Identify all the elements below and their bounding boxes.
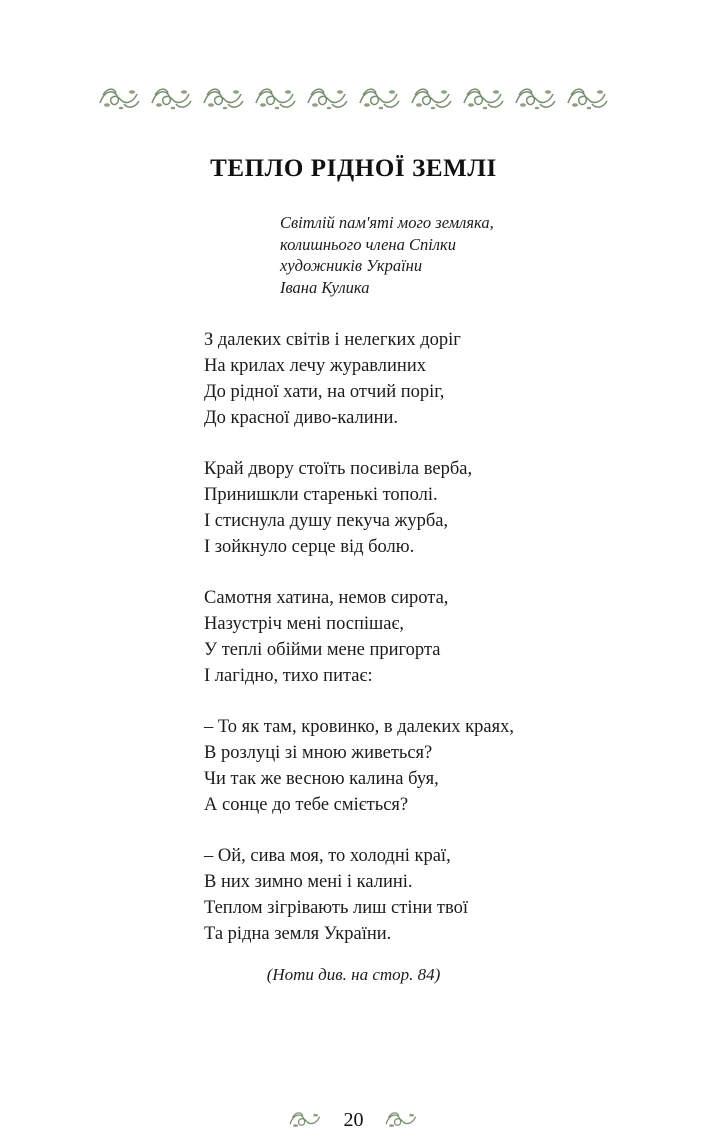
poem-stanza — [204, 714, 664, 818]
page-footer — [0, 1098, 707, 1142]
dedication-line: художників України — [280, 256, 423, 275]
poem-line: До красної диво-калини. — [204, 408, 399, 428]
sheet-music-note: (Ноти див. на стор. 84) — [266, 965, 441, 984]
poem-line: Принишкли старенькі тополі. — [204, 485, 438, 505]
poem-line: Чи так же весною калина буя, — [204, 769, 439, 789]
poem-line: Назустріч мені поспішає, — [204, 614, 405, 634]
poem-line: На крилах лечу журавлиних — [204, 356, 426, 376]
poem-stanza — [204, 327, 664, 431]
floral-scroll-ornament — [383, 1108, 421, 1132]
page-number: 20 — [343, 1108, 364, 1131]
dedication-line: колишнього члена Спілки — [280, 234, 456, 254]
poem-line: Край двору стоїть посивіла верба, — [204, 459, 473, 479]
poem-line: І лагідно, тихо питає: — [204, 666, 373, 686]
top-ornament-band — [0, 78, 707, 118]
dedication-line: Івана Кулика — [280, 277, 370, 297]
poem-line: – То як там, кровинко, в далеких краях, — [204, 717, 515, 737]
floral-scroll-ornament — [287, 1108, 325, 1132]
poem-line: А сонце до тебе сміється? — [204, 795, 409, 815]
poem-line: У теплі обійми мене пригорта — [204, 640, 441, 660]
poem-line: Та рідна земля України. — [204, 924, 392, 944]
poem-stanza — [204, 843, 664, 947]
poem-stanza — [204, 456, 664, 560]
poem-body — [204, 327, 664, 947]
poem-line: І стиснула душу пекуча журба, — [204, 511, 449, 531]
floral-scroll-ornament — [565, 83, 611, 113]
poem-line: До рідної хати, на отчий поріг, — [204, 382, 445, 402]
poem-stanza — [204, 585, 664, 689]
floral-scroll-ornament — [253, 83, 299, 113]
poem-line: – Ой, сива моя, то холодні краї, — [204, 846, 451, 866]
dedication-line: Світлій пам'яті мого земляка, — [280, 213, 494, 232]
floral-scroll-ornament — [149, 83, 195, 113]
poem-line: В них зимно мені і калині. — [204, 872, 413, 892]
floral-scroll-ornament — [357, 83, 403, 113]
floral-scroll-ornament — [409, 83, 455, 113]
floral-scroll-ornament — [305, 83, 351, 113]
floral-scroll-ornament — [201, 83, 247, 113]
floral-scroll-ornament — [97, 83, 143, 113]
poem-line: І зойкнуло серце від болю. — [204, 537, 415, 557]
poem-line: Теплом зігрівають лиш стіни твої — [204, 898, 468, 918]
floral-scroll-ornament — [461, 83, 507, 113]
page-title: ТЕПЛО РІДНОЇ ЗЕМЛІ — [210, 155, 497, 182]
poem-line: Самотня хатина, немов сирота, — [204, 588, 449, 608]
poem-line: В розлуці зі мною живеться? — [204, 743, 433, 763]
floral-scroll-ornament — [513, 83, 559, 113]
dedication-block — [280, 212, 610, 298]
poem-line: З далеких світів і нелегких доріг — [204, 330, 461, 350]
